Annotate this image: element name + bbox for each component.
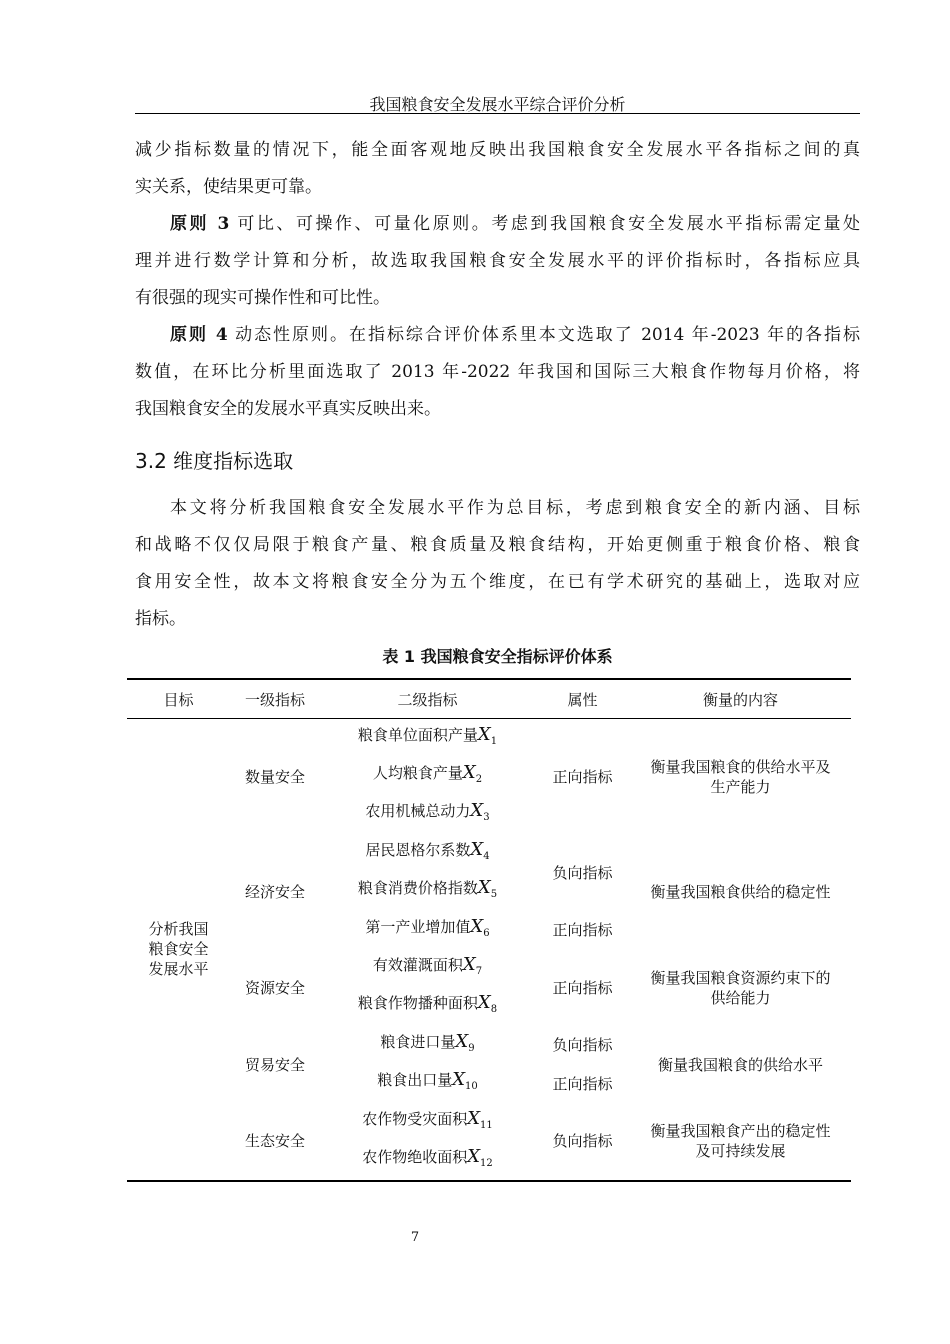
- table-row: [127, 1026, 851, 1064]
- body-line: 数值，在环比分析里面选取了 2013 年-2022 年我国和国际三大粮食作物每月价格，将: [135, 362, 860, 382]
- cell-text: 供给能力: [710, 988, 771, 1007]
- indicator-name: 粮食单位面积产量: [357, 725, 478, 744]
- level2-cell: [320, 1026, 535, 1064]
- variable-subscript: 2: [475, 774, 483, 786]
- body-line: 本文将分析我国粮食安全发展水平作为总目标，考虑到粮食安全的新内涵、目标: [170, 498, 860, 518]
- cell-text: 发展水平: [148, 960, 209, 979]
- table-row: [127, 1103, 851, 1141]
- attribute-cell: 正向指标: [552, 921, 613, 940]
- attribute-cell: 正向指标: [552, 978, 613, 997]
- variable-subscript: 4: [483, 850, 490, 862]
- cell-text: 衡量我国粮食的供给水平: [657, 1055, 823, 1074]
- measure-cell: [630, 1103, 851, 1181]
- level1-cell: 生态安全: [230, 1103, 320, 1181]
- variable-subscript: 11: [480, 1119, 493, 1131]
- variable-symbol: X: [477, 723, 491, 745]
- level1-cell: 资源安全: [244, 978, 305, 997]
- principle-4-line: [135, 323, 860, 347]
- attribute-cell: 正向指标: [552, 767, 613, 786]
- body-line: 理并进行数学计算和分析，故选取我国粮食安全发展水平的评价指标时，各指标应具: [135, 251, 860, 271]
- attribute-cell: 负向指标: [535, 1103, 630, 1181]
- body-line: 和战略不仅仅局限于粮食产量、粮食质量及粮食结构，开始更侧重于粮食价格、粮食: [135, 535, 860, 555]
- table-caption: 表 1 我国粮食安全指标评价体系: [382, 647, 613, 666]
- cell-text: 衡量我国粮食产出的稳定性: [650, 1122, 831, 1141]
- page-number: 7: [410, 1230, 420, 1245]
- column-header: 二级指标: [320, 679, 535, 719]
- column-header: 目标: [127, 679, 230, 719]
- variable-symbol: X: [467, 1145, 481, 1167]
- indicator-name: 粮食作物播种面积: [357, 994, 478, 1013]
- cell-text: 生产能力: [710, 777, 771, 796]
- variable-symbol: X: [462, 762, 476, 784]
- body-line: 指标。: [135, 609, 186, 629]
- table-row: [127, 834, 851, 872]
- measure-cell: [630, 834, 851, 949]
- variable-symbol: X: [470, 838, 484, 860]
- attribute-cell: 负向指标: [552, 1036, 613, 1055]
- variable-symbol: X: [452, 1069, 466, 1091]
- variable-subscript: 6: [483, 927, 490, 939]
- variable-symbol: X: [467, 1107, 481, 1129]
- table-row: [127, 719, 851, 758]
- indicator-name: 有效灌溉面积: [372, 956, 463, 975]
- measure-cell: [630, 719, 851, 835]
- variable-symbol: X: [462, 954, 476, 976]
- level2-cell: [320, 1103, 535, 1141]
- variable-subscript: 5: [490, 889, 498, 901]
- running-header: 我国粮食安全发展水平综合评价分析: [369, 95, 626, 114]
- measure-cell: [630, 1026, 851, 1103]
- variable-symbol: X: [470, 800, 484, 822]
- level1-cell: 数量安全: [244, 767, 305, 786]
- variable-subscript: 10: [465, 1081, 478, 1093]
- indicator-table: [127, 678, 851, 1182]
- variable-symbol: X: [470, 915, 484, 937]
- indicator-name: 粮食出口量: [377, 1071, 453, 1090]
- goal-cell: [127, 719, 230, 1181]
- variable-subscript: 7: [475, 966, 483, 978]
- variable-symbol: X: [455, 1030, 469, 1052]
- variable-subscript: 12: [480, 1157, 493, 1169]
- level2-cell: [320, 1141, 535, 1180]
- attribute-cell: 正向指标: [552, 1074, 613, 1093]
- indicator-name: 农用机械总动力: [365, 802, 471, 821]
- cell-text: 衡量我国粮食资源约束下的: [650, 968, 831, 987]
- level2-cell: [320, 719, 535, 758]
- column-header: 衡量的内容: [630, 679, 851, 719]
- indicator-name: 第一产业增加值: [365, 917, 471, 936]
- principle-label: 原则 4: [170, 325, 228, 345]
- body-line: 减少指标数量的情况下，能全面客观地反映出我国粮食安全发展水平各指标之间的真: [135, 140, 860, 160]
- level2-cell: [320, 757, 535, 795]
- indicator-name: 农作物受灾面积: [362, 1109, 468, 1128]
- level2-cell: [320, 911, 535, 949]
- level1-cell: 贸易安全: [244, 1055, 305, 1074]
- indicator-name: 农作物绝收面积: [362, 1147, 468, 1166]
- body-line: 实关系，使结果更可靠。: [135, 177, 322, 197]
- cell-text: 衡量我国粮食的供给水平及: [650, 757, 831, 776]
- principle-3-line: [135, 212, 860, 236]
- body-line: 我国粮食安全的发展水平真实反映出来。: [135, 399, 441, 419]
- header-rule: [135, 113, 860, 114]
- level2-cell: [320, 796, 535, 834]
- indicator-name: 粮食消费价格指数: [357, 879, 478, 898]
- level2-cell: [320, 873, 535, 911]
- principle-label: 原则 3: [170, 214, 230, 234]
- level2-cell: [320, 988, 535, 1026]
- variable-subscript: 1: [490, 735, 498, 747]
- section-heading: 3.2 维度指标选取: [135, 449, 294, 473]
- cell-text: 粮食安全: [148, 940, 209, 959]
- body-text: 动态性原则。在指标综合评价体系里本文选取了 2014 年-2023 年的各指标: [235, 325, 861, 345]
- level1-cell: 经济安全: [244, 882, 305, 901]
- level2-cell: [320, 949, 535, 987]
- variable-subscript: 9: [468, 1042, 475, 1054]
- variable-symbol: X: [477, 877, 491, 899]
- cell-text: 衡量我国粮食供给的稳定性: [650, 882, 831, 901]
- indicator-name: 人均粮食产量: [372, 764, 463, 783]
- body-line: 有很强的现实可操作性和可比性。: [135, 288, 390, 308]
- body-text: 可比、可操作、可量化原则。考虑到我国粮食安全发展水平指标需定量处: [237, 214, 861, 234]
- column-header: 属性: [535, 679, 630, 719]
- attribute-cell: 负向指标: [552, 863, 613, 882]
- table-header-row: [127, 679, 851, 719]
- level2-cell: [320, 1065, 535, 1103]
- cell-text: 及可持续发展: [695, 1142, 786, 1161]
- variable-subscript: 3: [483, 812, 490, 824]
- variable-subscript: 8: [490, 1004, 498, 1016]
- column-header: 一级指标: [230, 679, 320, 719]
- variable-symbol: X: [477, 992, 491, 1014]
- indicator-name: 居民恩格尔系数: [365, 840, 471, 859]
- measure-cell: [630, 949, 851, 1026]
- indicator-name: 粮食进口量: [380, 1032, 456, 1051]
- level2-cell: [320, 834, 535, 872]
- cell-text: 分析我国: [148, 920, 209, 939]
- body-line: 食用安全性，故本文将粮食安全分为五个维度，在已有学术研究的基础上，选取对应: [135, 572, 860, 592]
- table-row: [127, 949, 851, 987]
